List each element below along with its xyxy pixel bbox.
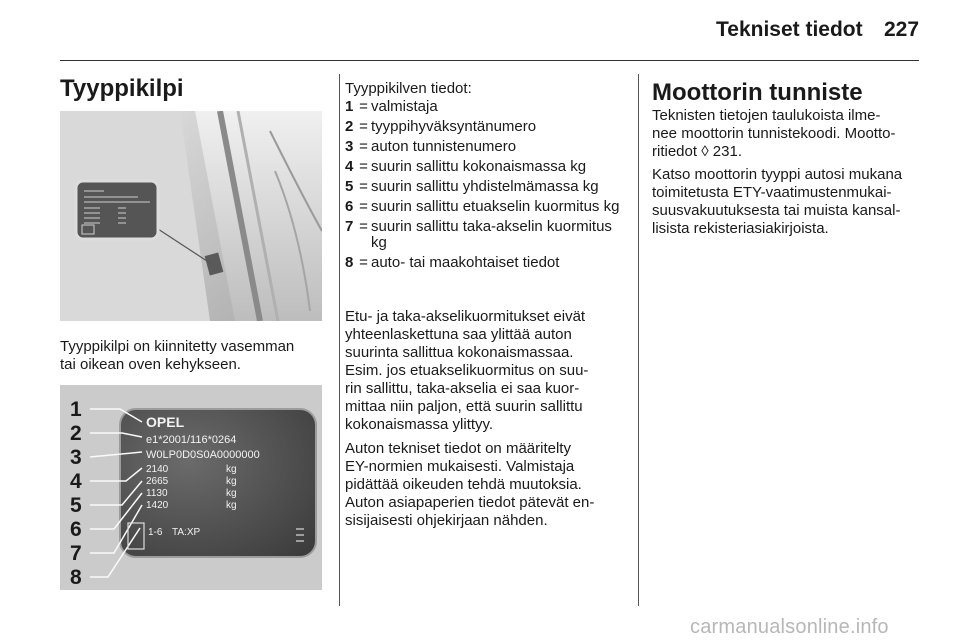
plate-unit-4: kg	[226, 500, 237, 511]
ec-norms-paragraph: Auton tekniset tiedot on määritelty EY-normien mukaisesti. Valmistaja pidättää oikeuden tehdä muutoksia. Auton asiapaperien tiedot pätevät en- sisijaisesti ohjekirjaan nähden.	[345, 440, 595, 529]
plate-legend-list	[345, 99, 625, 275]
legend-item: 6 = suurin sallittu etuakselin kuormitus kg	[345, 198, 620, 215]
legend-item: 3 = auton tunnistenumero	[345, 138, 517, 155]
column-divider-right	[638, 74, 639, 606]
plate-brand: OPEL	[146, 414, 185, 430]
legend-item: 8 = auto- tai maakohtaiset tiedot	[345, 254, 560, 271]
callout-2: 2	[70, 422, 82, 445]
type-plate-figure	[60, 385, 322, 590]
plate-bottom-right: TA:XP	[172, 527, 201, 538]
engine-type-paragraph: Katso moottorin tyyppi autosi mukana toimitetusta ETY-vaatimustenmukai- suusvakuutuksesta tai muista kansal- lisista rekisteriasiakirjoista.	[652, 166, 903, 237]
plate-location-caption: Tyyppikilpi on kiinnitetty vasemman tai oikean oven kehykseen.	[60, 338, 295, 373]
plate-unit-3: kg	[226, 488, 237, 499]
legend-item: 1 = valmistaja	[345, 98, 438, 115]
axle-load-paragraph: Etu- ja taka-akselikuormitukset eivät yhteenlaskettuna saa ylittää auton suurinta sallittua kokonaismassaa. Esim. jos etuakselikuormitus on suu- rin sallittu, taka-akselia ei saa kuor- mittaa niin paljon, että suurin sallittu kokonaismassa ylittyy.	[345, 308, 589, 433]
callout-1: 1	[70, 398, 82, 421]
page-reference-link[interactable]: 231.	[712, 143, 742, 160]
legend-item: 5 = suurin sallittu yhdistelmämassa kg	[345, 178, 599, 195]
callout-6: 6	[70, 518, 82, 541]
running-header-title: Tekniset tiedot	[716, 18, 863, 41]
callout-3: 3	[70, 446, 82, 469]
watermark: carmanualsonline.info	[690, 616, 889, 638]
plate-weight-total: 2140	[146, 464, 169, 475]
legend-intro: Tyyppikilven tiedot:	[345, 80, 472, 97]
header-rule	[60, 60, 919, 61]
engine-id-paragraph: Teknisten tietojen taulukoista ilme- nee moottorin tunnistekoodi. Mootto- ritiedot ◊ 231.	[652, 107, 896, 160]
page-reference-arrow-icon: ◊	[701, 143, 709, 160]
type-plate-diagram	[60, 385, 322, 590]
column-divider-left	[339, 74, 340, 606]
plate-bottom-left: 1-6	[148, 527, 163, 538]
plate-weight-front-axle: 1130	[146, 488, 168, 499]
callout-8: 8	[70, 566, 82, 589]
callout-4: 4	[70, 470, 82, 493]
plate-vin: W0LP0D0S0A0000000	[146, 449, 260, 461]
legend-item: 4 = suurin sallittu kokonaismassa kg	[345, 158, 587, 175]
plate-unit-1: kg	[226, 464, 237, 475]
legend-item: 2 = tyyppihyväksyntänumero	[345, 118, 537, 135]
plate-weight-rear-axle: 1420	[146, 500, 169, 511]
section-title-tyyppikilpi: Tyyppikilpi	[60, 75, 184, 102]
section-title-engine-id: Moottorin tunniste	[652, 79, 863, 106]
door-frame-photo	[60, 111, 322, 321]
door-frame-illustration	[60, 111, 322, 321]
plate-weight-combined: 2665	[146, 476, 169, 487]
callout-7: 7	[70, 542, 82, 565]
page-number: 227	[884, 18, 920, 41]
legend-item: 7 = suurin sallittu taka-akselin kuormitus kg	[345, 218, 612, 251]
callout-5: 5	[70, 494, 82, 517]
plate-unit-2: kg	[226, 476, 237, 487]
plate-approval-code: e1*2001/116*0264	[146, 434, 237, 446]
